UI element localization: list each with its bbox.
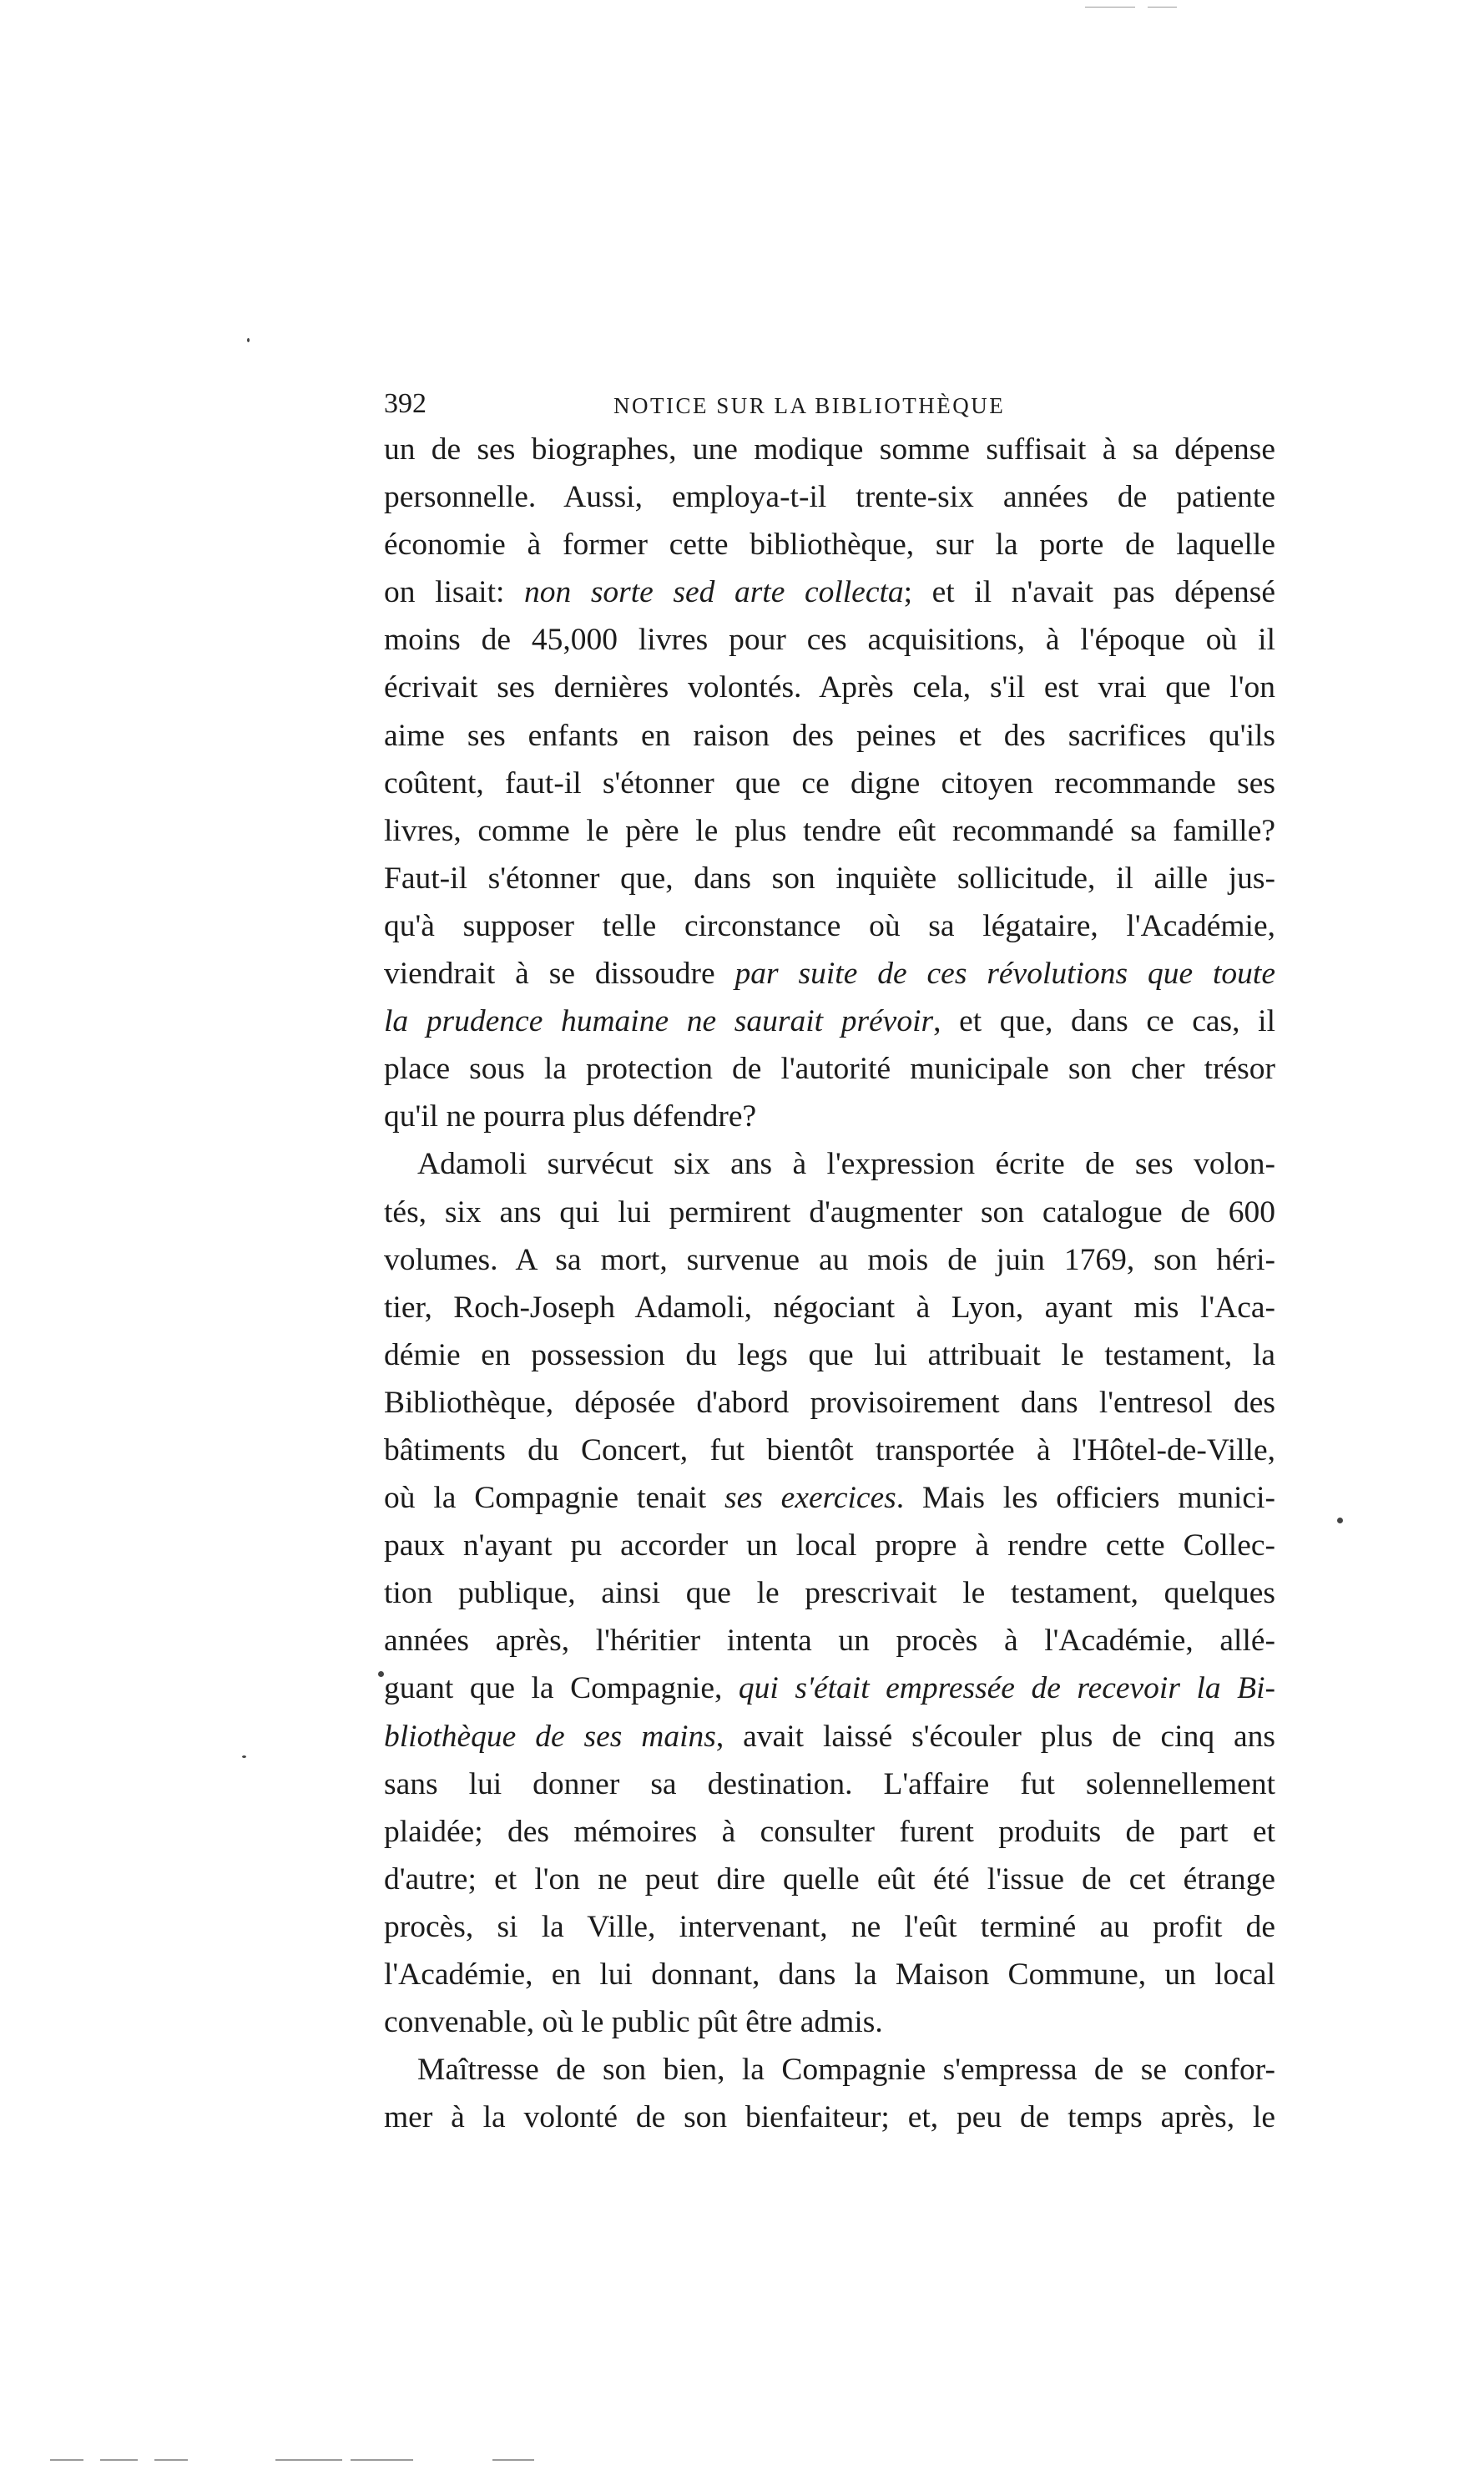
text-line: années après, l'héritier intenta un procès à l'Académie, allé- <box>384 1624 1275 1659</box>
text-line: Bibliothèque, déposée d'abord provisoirement dans l'entresol des <box>384 1385 1275 1420</box>
text-run: , et que, dans ce cas, il <box>933 1004 1275 1039</box>
text-line: économie à former cette bibliothèque, sur la porte de laquelle <box>384 528 1275 563</box>
text-line <box>384 998 1275 1045</box>
text-line: place sous la protection de l'autorité municipale son cher trésor <box>384 1052 1275 1087</box>
text-line <box>384 950 1275 998</box>
text-line: tés, six ans qui lui permirent d'augmenter son catalogue de 600 <box>384 1195 1275 1230</box>
scan-edge-mark <box>1148 7 1177 8</box>
text-line <box>384 1713 1275 1760</box>
text-line: livres, comme le père le plus tendre eût recommandé sa famille? <box>384 813 1275 848</box>
scan-speck <box>247 338 250 342</box>
text-line: démie en possession du legs que lui attribuait le testament, la <box>384 1337 1275 1372</box>
running-head <box>384 386 1275 422</box>
text-line: aime ses enfants en raison des peines et des sacrifices qu'ils <box>384 718 1275 753</box>
text-line: personnelle. Aussi, employa-t-il trente-six années de patiente <box>384 480 1275 515</box>
text-line: volumes. A sa mort, survenue au mois de juin 1769, son héri- <box>384 1242 1275 1277</box>
scan-edge-mark <box>492 2459 534 2461</box>
scan-edge-mark <box>100 2459 138 2461</box>
text-line: mer à la volonté de son bienfaiteur; et, peu de temps après, le <box>384 2100 1275 2135</box>
italic-run: ses exercices <box>724 1481 896 1516</box>
text-line: coûtent, faut-il s'étonner que ce digne citoyen recommande ses <box>384 765 1275 801</box>
text-line <box>384 1664 1275 1712</box>
scan-speck <box>378 1671 384 1677</box>
text-run: ; et il n'avait pas dépensé <box>903 575 1275 610</box>
running-title: NOTICE SUR LA BIBLIOTHÈQUE <box>613 393 1006 418</box>
text-line: moins de 45,000 livres pour ces acquisitions, à l'époque où il <box>384 623 1275 658</box>
text-line <box>384 1474 1275 1522</box>
text-line: d'autre; et l'on ne peut dire quelle eût été l'issue de cet étrange <box>384 1861 1275 1897</box>
text-run: . Mais les officiers munici- <box>896 1481 1275 1516</box>
italic-run: la prudence humaine ne saurait prévoir <box>384 1004 934 1039</box>
text-run: où la Compagnie tenait <box>384 1481 725 1516</box>
text-run: viendrait à se dissoudre <box>384 957 735 992</box>
text-line: sans lui donner sa destination. L'affaire fut solennellement <box>384 1766 1275 1801</box>
scan-edge-mark <box>1085 7 1135 8</box>
scan-speck <box>1337 1518 1343 1523</box>
text-run: guant que la Compagnie, <box>384 1671 739 1706</box>
text-line: qu'à supposer telle circonstance où sa légataire, l'Académie, <box>384 908 1275 943</box>
text-line: convenable, où le public pût être admis. <box>384 2005 883 2040</box>
text-line: écrivait ses dernières volontés. Après cela, s'il est vrai que l'on <box>384 670 1275 705</box>
text-line: plaidée; des mémoires à consulter furent produits de part et <box>384 1814 1275 1849</box>
body-text <box>384 426 1275 2141</box>
text-line: Adamoli survécut six ans à l'expression écrite de ses volon- <box>417 1147 1275 1182</box>
text-line: bâtiments du Concert, fut bientôt transportée à l'Hôtel-de-Ville, <box>384 1432 1275 1467</box>
italic-run: non sorte sed arte collecta <box>524 575 904 610</box>
text-line: qu'il ne pourra plus défendre? <box>384 1099 757 1134</box>
text-line: paux n'ayant pu accorder un local propre à rendre cette Collec- <box>384 1528 1275 1563</box>
italic-run: qui s'était empressée de recevoir la Bi- <box>738 1671 1275 1706</box>
text-line: Maîtresse de son bien, la Compagnie s'empressa de se confor- <box>417 2053 1275 2088</box>
text-line: tier, Roch-Joseph Adamoli, négociant à Lyon, ayant mis l'Aca- <box>384 1290 1275 1325</box>
scan-edge-mark <box>275 2459 342 2461</box>
italic-run: bliothèque de ses mains <box>384 1719 716 1754</box>
text-line: Faut-il s'étonner que, dans son inquiète sollicitude, il aille jus- <box>384 861 1275 896</box>
text-run: on lisait: <box>384 575 524 610</box>
text-line <box>384 568 1275 616</box>
scan-edge-mark <box>154 2459 188 2461</box>
italic-run: par suite de ces révolutions que toute <box>734 957 1275 992</box>
text-line: un de ses biographes, une modique somme suffisait à sa dépense <box>384 432 1275 467</box>
text-line: tion publique, ainsi que le prescrivait le testament, quelques <box>384 1576 1275 1611</box>
page-number: 392 <box>384 388 427 419</box>
text-run: , avait laissé s'écouler plus de cinq ans <box>715 1719 1275 1754</box>
scan-edge-mark <box>351 2459 413 2461</box>
scan-speck <box>242 1755 246 1758</box>
scan-edge-mark <box>50 2459 83 2461</box>
text-line: procès, si la Ville, intervenant, ne l'eût terminé au profit de <box>384 1909 1275 1944</box>
text-line: l'Académie, en lui donnant, dans la Maison Commune, un local <box>384 1957 1275 1992</box>
